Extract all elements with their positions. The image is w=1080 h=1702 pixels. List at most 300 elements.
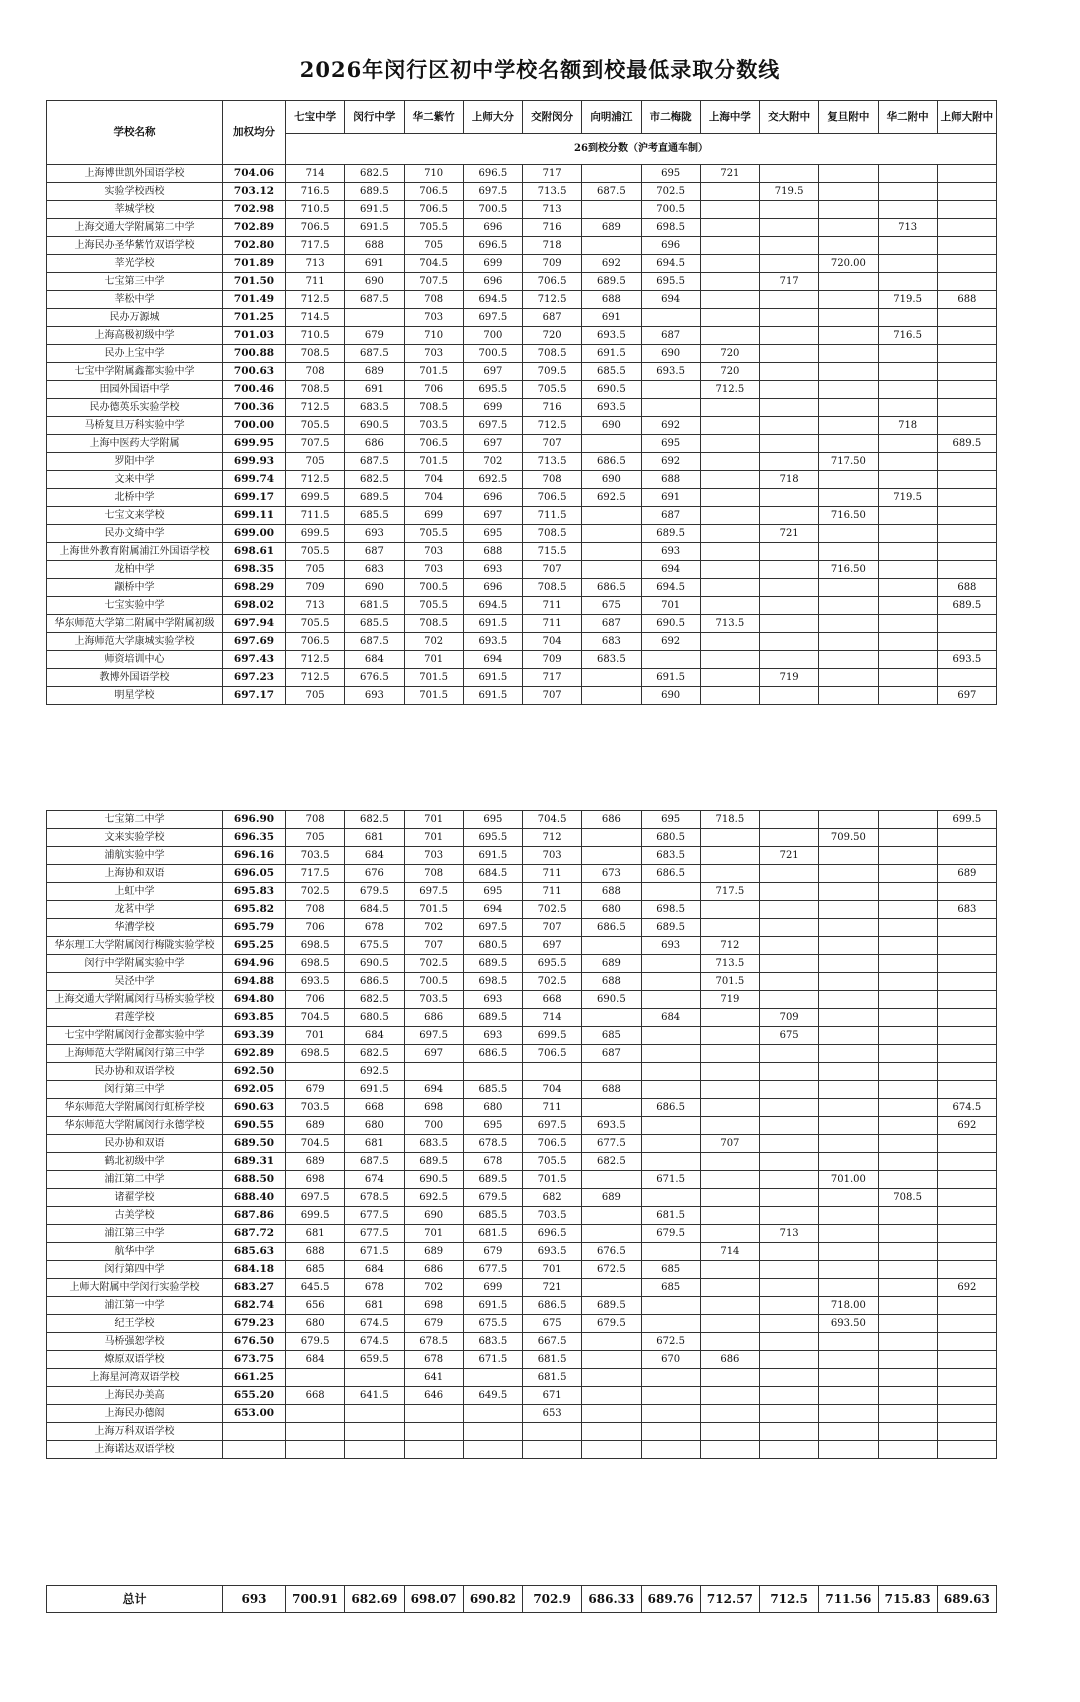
score-cell: 709 (523, 651, 582, 669)
score-cell: 704.5 (404, 255, 463, 273)
score-cell (582, 525, 641, 543)
score-cell: 712.5 (286, 669, 345, 687)
weighted-average-cell: 697.94 (223, 615, 286, 633)
score-cell (819, 1225, 878, 1243)
score-cell (937, 1153, 996, 1171)
score-cell: 696.5 (463, 165, 522, 183)
score-cell: 704.5 (286, 1009, 345, 1027)
weighted-average-cell: 695.83 (223, 883, 286, 901)
header-target-school: 华二附中 (878, 101, 937, 134)
school-name-cell: 颛桥中学 (47, 579, 223, 597)
score-cell: 701 (404, 1225, 463, 1243)
score-cell: 704 (523, 1081, 582, 1099)
score-cell (819, 201, 878, 219)
score-cell: 691 (641, 489, 700, 507)
score-cell (286, 1063, 345, 1081)
score-cell (819, 937, 878, 955)
score-cell: 679.5 (345, 883, 404, 901)
score-cell: 702.5 (286, 883, 345, 901)
score-cell: 680.5 (641, 829, 700, 847)
score-cell (937, 883, 996, 901)
score-cell: 701.5 (404, 687, 463, 705)
score-cell: 680 (582, 901, 641, 919)
score-cell (878, 991, 937, 1009)
score-cell: 690.5 (404, 1171, 463, 1189)
score-cell (700, 1099, 759, 1117)
weighted-average-cell: 696.05 (223, 865, 286, 883)
weighted-average-cell (223, 1423, 286, 1441)
score-cell: 694 (641, 291, 700, 309)
score-cell: 708.5 (523, 579, 582, 597)
score-cell: 706.5 (523, 1045, 582, 1063)
header-target-school: 上师大分 (463, 101, 522, 134)
score-cell (582, 1441, 641, 1459)
score-cell: 679 (404, 1315, 463, 1333)
score-cell: 713.5 (700, 615, 759, 633)
score-cell: 703 (404, 345, 463, 363)
score-cell: 681 (345, 1297, 404, 1315)
total-score-cell: 690.82 (463, 1586, 522, 1613)
score-cell (760, 381, 819, 399)
table-row (47, 687, 997, 705)
score-cell (937, 255, 996, 273)
score-cell: 686.5 (582, 579, 641, 597)
weighted-average-cell: 695.25 (223, 937, 286, 955)
score-cell: 674.5 (937, 1099, 996, 1117)
weighted-average-cell: 685.63 (223, 1243, 286, 1261)
score-cell (878, 579, 937, 597)
score-cell: 695 (463, 1117, 522, 1135)
score-cell (760, 1189, 819, 1207)
school-name-cell: 鹤北初级中学 (47, 1153, 223, 1171)
weighted-average-cell: 701.89 (223, 255, 286, 273)
score-cell: 698 (404, 1099, 463, 1117)
table-row (47, 901, 997, 919)
score-cell (641, 973, 700, 991)
score-cell: 721 (523, 1279, 582, 1297)
score-cell: 697.5 (404, 883, 463, 901)
score-cell (463, 1441, 522, 1459)
score-cell: 668 (286, 1387, 345, 1405)
score-cell (819, 381, 878, 399)
score-table-top (46, 100, 997, 705)
score-cell: 706.5 (286, 633, 345, 651)
score-cell: 683 (582, 633, 641, 651)
school-name-cell: 华东师范大学附属闵行永德学校 (47, 1117, 223, 1135)
weighted-average-cell: 653.00 (223, 1405, 286, 1423)
total-score-cell: 686.33 (582, 1586, 641, 1613)
score-cell: 689.5 (345, 489, 404, 507)
score-cell: 716.50 (819, 561, 878, 579)
score-cell: 705.5 (404, 597, 463, 615)
score-cell: 673 (582, 865, 641, 883)
score-cell: 688 (582, 973, 641, 991)
score-cell: 680 (345, 1117, 404, 1135)
score-cell: 703 (404, 847, 463, 865)
score-cell (700, 471, 759, 489)
score-cell (937, 381, 996, 399)
score-cell (700, 183, 759, 201)
score-cell (819, 219, 878, 237)
school-name-cell: 民办文绮中学 (47, 525, 223, 543)
score-cell: 695.5 (463, 381, 522, 399)
score-cell (700, 597, 759, 615)
score-cell (700, 309, 759, 327)
score-cell (819, 973, 878, 991)
score-cell: 692 (641, 633, 700, 651)
weighted-average-cell: 673.75 (223, 1351, 286, 1369)
score-cell: 689.5 (463, 1171, 522, 1189)
score-cell (760, 255, 819, 273)
table-row (47, 1027, 997, 1045)
score-cell (878, 237, 937, 255)
score-cell: 706.5 (523, 1135, 582, 1153)
header-target-school: 向明浦江 (582, 101, 641, 134)
score-cell: 710.5 (286, 201, 345, 219)
score-cell (878, 183, 937, 201)
score-cell: 645.5 (286, 1279, 345, 1297)
table-row (47, 327, 997, 345)
score-cell: 676.5 (582, 1243, 641, 1261)
score-cell: 689.5 (937, 435, 996, 453)
score-cell (700, 507, 759, 525)
score-cell (760, 1243, 819, 1261)
school-name-cell: 华东师范大学第二附属中学附属初级 (47, 615, 223, 633)
score-cell: 682.5 (345, 471, 404, 489)
score-cell: 693 (463, 1027, 522, 1045)
table-row (47, 865, 997, 883)
score-cell (878, 399, 937, 417)
score-cell: 684 (286, 1351, 345, 1369)
weighted-average-cell: 704.06 (223, 165, 286, 183)
score-cell: 697 (463, 435, 522, 453)
score-cell (404, 1423, 463, 1441)
score-cell (700, 543, 759, 561)
score-cell: 721 (700, 165, 759, 183)
score-cell (700, 1279, 759, 1297)
score-cell: 711 (523, 597, 582, 615)
score-cell (760, 1387, 819, 1405)
score-cell (819, 919, 878, 937)
score-cell (463, 1423, 522, 1441)
score-cell: 668 (523, 991, 582, 1009)
score-cell: 693.5 (523, 1243, 582, 1261)
score-cell: 684 (345, 651, 404, 669)
score-cell (700, 1009, 759, 1027)
score-cell: 686.5 (582, 919, 641, 937)
score-cell: 701 (404, 811, 463, 829)
score-cell (878, 1225, 937, 1243)
score-cell (641, 1027, 700, 1045)
table-row (47, 1153, 997, 1171)
score-cell: 694 (463, 651, 522, 669)
score-cell (700, 1405, 759, 1423)
score-cell (937, 955, 996, 973)
score-cell: 700.5 (463, 345, 522, 363)
score-cell (937, 1369, 996, 1387)
score-cell: 710 (404, 327, 463, 345)
score-cell (582, 1333, 641, 1351)
score-cell: 715.5 (523, 543, 582, 561)
table-row (47, 1351, 997, 1369)
score-cell: 719 (760, 669, 819, 687)
score-cell: 684.5 (345, 901, 404, 919)
score-cell (700, 1441, 759, 1459)
score-cell (760, 955, 819, 973)
score-cell (760, 1099, 819, 1117)
score-cell (819, 1099, 878, 1117)
score-cell: 712.5 (286, 291, 345, 309)
score-cell: 719.5 (878, 291, 937, 309)
weighted-average-cell: 655.20 (223, 1387, 286, 1405)
score-cell: 701.00 (819, 1171, 878, 1189)
total-score-cell: 702.9 (523, 1586, 582, 1613)
header-target-school: 复旦附中 (819, 101, 878, 134)
score-cell: 692 (937, 1117, 996, 1135)
score-cell: 688 (582, 291, 641, 309)
weighted-average-cell: 701.50 (223, 273, 286, 291)
score-table-bottom (46, 810, 997, 1459)
score-cell: 706.5 (404, 201, 463, 219)
weighted-average-cell (223, 1441, 286, 1459)
score-cell: 718 (878, 417, 937, 435)
score-cell (937, 1423, 996, 1441)
score-cell: 705.5 (404, 525, 463, 543)
score-cell: 689 (937, 865, 996, 883)
score-cell (760, 1423, 819, 1441)
weighted-average-cell: 699.74 (223, 471, 286, 489)
score-cell: 701.5 (404, 669, 463, 687)
score-cell (819, 847, 878, 865)
score-cell: 671.5 (641, 1171, 700, 1189)
school-name-cell: 罗阳中学 (47, 453, 223, 471)
score-cell: 682.5 (345, 811, 404, 829)
score-cell: 709 (760, 1009, 819, 1027)
score-cell: 709.5 (523, 363, 582, 381)
weighted-average-cell: 699.93 (223, 453, 286, 471)
score-cell (700, 1153, 759, 1171)
school-name-cell: 莘松中学 (47, 291, 223, 309)
score-cell (819, 1081, 878, 1099)
score-cell (641, 651, 700, 669)
school-name-cell: 龙茗中学 (47, 901, 223, 919)
score-cell (937, 183, 996, 201)
score-cell: 688 (582, 883, 641, 901)
school-name-cell: 上海民办美高 (47, 1387, 223, 1405)
score-cell (760, 399, 819, 417)
score-cell (760, 1333, 819, 1351)
score-cell (404, 1441, 463, 1459)
score-cell (463, 1063, 522, 1081)
score-cell (700, 273, 759, 291)
score-cell: 711 (523, 865, 582, 883)
school-name-cell: 浦江第二中学 (47, 1171, 223, 1189)
score-cell: 706.5 (523, 273, 582, 291)
score-cell: 691 (345, 255, 404, 273)
score-cell: 677.5 (582, 1135, 641, 1153)
score-cell: 716 (523, 399, 582, 417)
score-cell (700, 865, 759, 883)
table-row (47, 183, 997, 201)
score-cell: 693 (641, 937, 700, 955)
score-cell: 688 (937, 291, 996, 309)
score-cell: 686 (404, 1009, 463, 1027)
score-cell: 691.5 (345, 1081, 404, 1099)
school-name-cell: 七宝第三中学 (47, 273, 223, 291)
table-row (47, 543, 997, 561)
score-cell (760, 1369, 819, 1387)
score-cell (345, 1423, 404, 1441)
score-cell (760, 237, 819, 255)
score-cell: 701 (404, 829, 463, 847)
total-label: 总计 (47, 1586, 223, 1613)
score-cell: 687.5 (345, 1153, 404, 1171)
total-average: 693 (223, 1586, 286, 1613)
score-cell (760, 327, 819, 345)
table-row (47, 1009, 997, 1027)
score-cell: 705.5 (404, 219, 463, 237)
score-cell: 686 (700, 1351, 759, 1369)
score-cell: 717 (523, 669, 582, 687)
score-cell: 705.5 (523, 381, 582, 399)
score-cell: 705.5 (286, 543, 345, 561)
score-cell (878, 633, 937, 651)
score-cell: 692.5 (463, 471, 522, 489)
score-cell (937, 1207, 996, 1225)
score-cell (878, 1099, 937, 1117)
weighted-average-cell: 682.74 (223, 1297, 286, 1315)
score-cell: 714 (286, 165, 345, 183)
score-cell: 707.5 (404, 273, 463, 291)
table-row (47, 363, 997, 381)
score-cell: 697 (404, 1045, 463, 1063)
weighted-average-cell: 697.43 (223, 651, 286, 669)
score-cell (641, 309, 700, 327)
score-cell (878, 1117, 937, 1135)
weighted-average-cell: 698.35 (223, 561, 286, 579)
school-name-cell: 华东理工大学附属闵行梅陇实验学校 (47, 937, 223, 955)
score-cell: 708 (404, 291, 463, 309)
table-row (47, 201, 997, 219)
table-row (47, 255, 997, 273)
score-cell: 693 (641, 543, 700, 561)
score-cell: 686.5 (463, 1045, 522, 1063)
score-cell: 708.5 (404, 399, 463, 417)
score-cell (463, 1405, 522, 1423)
score-cell: 698.5 (286, 955, 345, 973)
score-cell: 699.5 (286, 525, 345, 543)
score-cell: 695 (463, 525, 522, 543)
score-cell (641, 1297, 700, 1315)
score-cell (760, 1171, 819, 1189)
score-cell: 684 (345, 1261, 404, 1279)
score-cell (700, 1027, 759, 1045)
score-cell (878, 687, 937, 705)
score-cell: 709 (286, 579, 345, 597)
score-cell: 697 (937, 687, 996, 705)
table-row (47, 597, 997, 615)
table-row (47, 399, 997, 417)
table-row (47, 273, 997, 291)
table-row (47, 847, 997, 865)
score-cell (878, 1405, 937, 1423)
score-cell (937, 273, 996, 291)
school-name-cell: 七宝实验中学 (47, 597, 223, 615)
weighted-average-cell: 689.31 (223, 1153, 286, 1171)
weighted-average-cell: 690.63 (223, 1099, 286, 1117)
score-cell (700, 847, 759, 865)
score-cell (937, 507, 996, 525)
score-cell: 705 (286, 687, 345, 705)
score-cell (819, 399, 878, 417)
score-cell (641, 1423, 700, 1441)
score-cell (878, 597, 937, 615)
score-cell: 698.5 (641, 219, 700, 237)
score-cell: 677.5 (463, 1261, 522, 1279)
score-cell: 702 (404, 1279, 463, 1297)
table-row (47, 1315, 997, 1333)
score-cell: 688 (641, 471, 700, 489)
school-name-cell: 上海协和双语 (47, 865, 223, 883)
score-cell (819, 1333, 878, 1351)
score-cell (641, 883, 700, 901)
score-cell: 705 (404, 237, 463, 255)
score-cell (937, 453, 996, 471)
score-cell (641, 991, 700, 1009)
score-cell (937, 489, 996, 507)
score-cell: 680 (286, 1315, 345, 1333)
score-cell (878, 901, 937, 919)
score-cell (937, 219, 996, 237)
score-cell: 672.5 (641, 1333, 700, 1351)
score-cell: 690.5 (582, 991, 641, 1009)
score-cell: 699.5 (523, 1027, 582, 1045)
school-name-cell: 上海诺达双语学校 (47, 1441, 223, 1459)
header-target-school: 交附闵分 (523, 101, 582, 134)
table-row (47, 883, 997, 901)
score-cell (523, 1441, 582, 1459)
score-cell: 689 (286, 1117, 345, 1135)
score-cell: 697 (523, 937, 582, 955)
score-cell: 700.5 (641, 201, 700, 219)
table-row (47, 1333, 997, 1351)
score-cell: 686.5 (641, 865, 700, 883)
score-cell: 690.5 (345, 955, 404, 973)
score-cell (937, 1081, 996, 1099)
weighted-average-cell: 676.50 (223, 1333, 286, 1351)
score-cell (582, 1171, 641, 1189)
score-cell: 691.5 (463, 669, 522, 687)
total-score-cell: 698.07 (404, 1586, 463, 1613)
table-row (47, 417, 997, 435)
score-cell (641, 1243, 700, 1261)
score-cell (878, 1261, 937, 1279)
score-cell (582, 669, 641, 687)
score-cell (760, 435, 819, 453)
score-cell (937, 1171, 996, 1189)
score-cell (760, 1279, 819, 1297)
score-cell (700, 417, 759, 435)
score-cell (760, 579, 819, 597)
score-cell: 687 (641, 507, 700, 525)
score-cell: 691.5 (463, 847, 522, 865)
score-cell: 688 (937, 579, 996, 597)
score-cell: 699 (463, 399, 522, 417)
score-cell (760, 973, 819, 991)
table-row (47, 1063, 997, 1081)
score-cell (819, 183, 878, 201)
weighted-average-cell: 687.86 (223, 1207, 286, 1225)
